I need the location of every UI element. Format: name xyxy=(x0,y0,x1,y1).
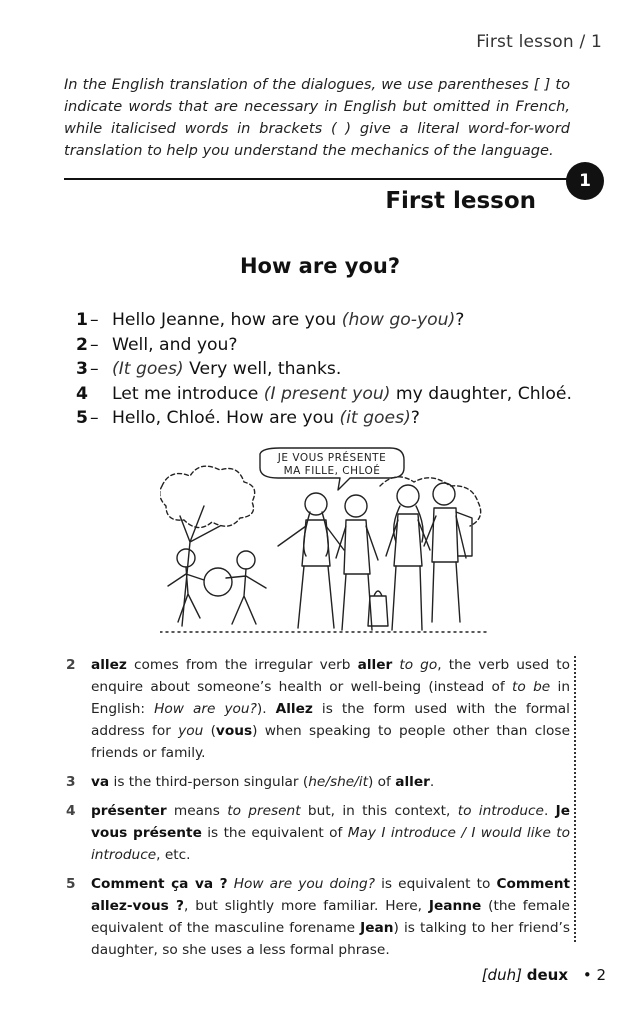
line-number: 4 xyxy=(76,383,88,404)
lesson-title: First lesson xyxy=(385,188,536,214)
note-segment: ) of xyxy=(367,774,396,790)
note-segment: comes from the irregular verb xyxy=(126,657,358,673)
literal-translation: (how go-you) xyxy=(341,310,456,330)
dialogue-line xyxy=(76,333,596,358)
dialogue-line xyxy=(76,406,596,431)
line-text: ? xyxy=(410,408,420,428)
english-gloss: How are you? xyxy=(154,701,257,717)
ball-icon xyxy=(204,568,232,596)
english-gloss: to present xyxy=(227,803,301,819)
notes-section xyxy=(66,654,570,968)
notes-dotted-border xyxy=(574,656,576,942)
note-number: 3 xyxy=(66,774,76,790)
french-term: présenter xyxy=(91,803,167,819)
english-gloss: to be xyxy=(512,679,551,695)
french-term: aller xyxy=(395,774,430,790)
english-gloss: May I introduce / I would like to introduce xyxy=(91,825,570,863)
line-separator: – xyxy=(90,359,99,379)
running-header: First lesson / 1 xyxy=(476,32,602,52)
french-term: vous xyxy=(215,723,253,739)
line-text: Hello Jeanne, how are you xyxy=(112,310,342,330)
note-segment: ) when speaking to people other than close friends or family. xyxy=(91,723,570,761)
note-text xyxy=(91,800,570,866)
french-term: Jeanne xyxy=(428,898,482,914)
note-segment: , etc. xyxy=(156,847,191,863)
line-text: Well, and you? xyxy=(112,334,238,355)
illustration xyxy=(160,446,490,638)
note-segment: (the female equivalent of the masculine forename xyxy=(91,898,570,936)
footer-number-word: deux xyxy=(526,966,568,984)
french-term: allez xyxy=(91,657,127,673)
dialogue-title: How are you? xyxy=(239,254,401,278)
dialogue-line xyxy=(76,308,596,333)
note-segment: in English: xyxy=(91,679,570,717)
note-segment: means xyxy=(166,803,228,819)
line-separator: – xyxy=(90,334,99,355)
literal-translation: (I present you) xyxy=(263,383,391,404)
english-gloss: How are you doing? xyxy=(233,876,375,892)
english-gloss: to go xyxy=(392,657,438,673)
line-separator: – xyxy=(90,310,99,330)
bubble-line-2: MA FILLE, CHLOÉ xyxy=(283,465,381,477)
note-segment: . xyxy=(543,803,556,819)
lesson-number-badge: 1 xyxy=(566,162,604,200)
note-segment: ). xyxy=(256,701,276,717)
dialogue-line xyxy=(76,382,596,407)
note-text xyxy=(91,654,570,764)
french-term: Allez xyxy=(275,701,313,717)
note-number: 4 xyxy=(66,803,76,819)
note-text xyxy=(91,771,570,793)
note-segment: is the form used with the formal address for xyxy=(91,701,570,739)
note-segment: is the equivalent of xyxy=(201,825,348,841)
french-term: aller xyxy=(357,657,393,673)
note-segment: is the third-person singular ( xyxy=(109,774,309,790)
dialogue-lines xyxy=(76,308,596,431)
french-term: Je vous présente xyxy=(91,803,571,841)
note-text xyxy=(91,873,570,961)
line-text: my daughter, Chloé. xyxy=(390,383,572,404)
line-number: 5 xyxy=(76,408,88,428)
english-gloss: to introduce xyxy=(457,803,544,819)
note-item xyxy=(66,873,570,961)
intro-paragraph: In the English translation of the dialogues, we use parentheses [ ] to indicate words that are necessary in English but omitted in French, while italicised words in brackets ( ) give a literal word-for-word translation to help you understand the mechanics of the language. xyxy=(64,76,570,159)
note-item xyxy=(66,800,570,866)
page-number: • 2 xyxy=(582,966,606,984)
line-text: Hello, Chloé. How are you xyxy=(112,408,340,428)
note-item xyxy=(66,771,570,793)
note-segment: , the verb used to enquire about someone’s health or well-being (instead of xyxy=(91,657,570,695)
note-segment: ) is talking to her friend’s daughter, so she uses a less formal phrase. xyxy=(91,920,570,958)
note-item xyxy=(66,654,570,764)
line-text: ? xyxy=(455,310,465,330)
literal-translation: (It goes) xyxy=(112,359,184,379)
line-number: 3 xyxy=(76,359,88,379)
note-number: 5 xyxy=(66,876,76,892)
english-gloss: he/she/it xyxy=(308,774,368,790)
dialogue-line xyxy=(76,357,596,382)
note-segment: ( xyxy=(203,723,216,739)
french-term: Jean xyxy=(360,920,394,936)
line-text: Very well, thanks. xyxy=(183,359,342,379)
english-gloss: you xyxy=(178,723,204,739)
french-term: Comment allez-vous ? xyxy=(91,876,570,914)
line-number: 2 xyxy=(76,334,88,355)
section-rule xyxy=(64,178,584,180)
note-segment: is equivalent to xyxy=(374,876,497,892)
note-segment: , but slightly more familiar. Here, xyxy=(183,898,429,914)
page-footer xyxy=(482,966,568,984)
footer-pronunciation: [duh] xyxy=(481,966,522,984)
note-segment: but, in this context, xyxy=(300,803,458,819)
tree-icon xyxy=(180,506,220,626)
french-term: va xyxy=(91,774,110,790)
literal-translation: (it goes) xyxy=(339,408,411,428)
line-number: 1 xyxy=(76,310,88,330)
line-text: Let me introduce xyxy=(112,383,264,404)
bubble-line-1: JE VOUS PRÉSENTE xyxy=(277,452,387,464)
line-separator: – xyxy=(90,408,99,428)
french-term: Comment ça va ? xyxy=(91,876,228,892)
note-number: 2 xyxy=(66,657,76,673)
note-segment: . xyxy=(429,774,435,790)
